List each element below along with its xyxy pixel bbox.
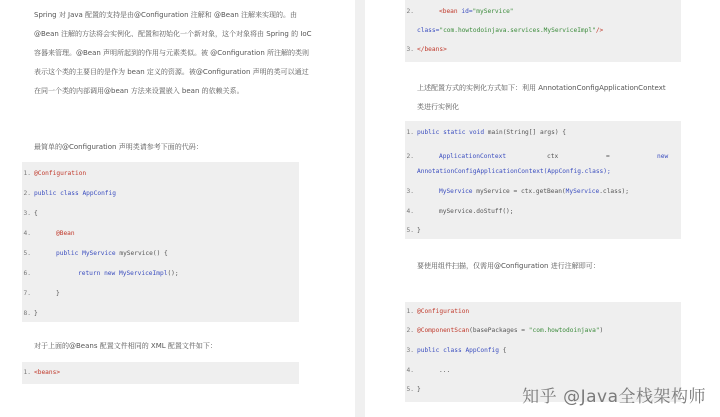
intro-line: @Bean 注解的方法将会实例化、配置和初始化一个新对象，这个对象将由 Spring 的 IoC (34, 30, 312, 38)
scan-caption: 要使用组件扫描，仅需用@Configuration 进行注解即可： (417, 262, 600, 270)
context-paragraph (417, 79, 707, 117)
code-block-xml: 1. <beans> (22, 362, 299, 384)
intro-line: 容器来管理。@Bean 声明所起到的作用与元素类似。被 @Configuration 所注解的类则 (34, 49, 309, 57)
intro-line: Spring 对 Java 配置的支持是由@Configuration 注解和 @Bean 注解来实现的。由 (34, 11, 298, 19)
right-page (365, 0, 720, 417)
code-block-appconfig: 1. @Configuration 2. public class AppConfig 3. { 4. @Bean 5. public MyService myService() { 6. return new MyServiceImpl(); 7. } 8. } (22, 162, 299, 322)
intro-paragraph (34, 6, 334, 101)
context-line: 上述配置方式的实例化方式如下：利用 AnnotationConfigApplicationContext (417, 84, 666, 92)
code-block-xml-cont: 2. <bean id="myService" class="com.howtodoinjava.services.MyServiceImpl"/> 3. </beans> (405, 0, 681, 62)
xml-caption: 对于上面的@Beans 配置文件相同的 XML 配置文件如下： (34, 342, 217, 350)
zhihu-watermark: 知乎 @Java全栈架构师 (522, 387, 706, 407)
intro-line: 表示这个类的主要目的是作为 bean 定义的资源。被@Configuration 声明的类可以通过 (34, 68, 309, 76)
context-line: 类进行实例化 (417, 103, 459, 111)
left-page (0, 0, 355, 417)
intro-line: 在同一个类的内部调用@bean 方法来设置嵌入 bean 的依赖关系。 (34, 87, 244, 95)
simple-caption: 最简单的@Configuration 声明类请参考下面的代码： (34, 143, 203, 151)
code-block-main: 1. public static void main(String[] args) { 2. ApplicationContext ctx = new AnnotationConfigApplicationContext(AppConfig.class); 3. MyService myService = ctx.getBean(MyService.class); 4. myService.doStuff(); 5. } (405, 121, 681, 239)
code-block-componentscan: 1. @Configuration 2. @ComponentScan(basePackages = "com.howtodoinjava") 3. public class AppConfig { 4. ... 5. } (405, 302, 681, 402)
